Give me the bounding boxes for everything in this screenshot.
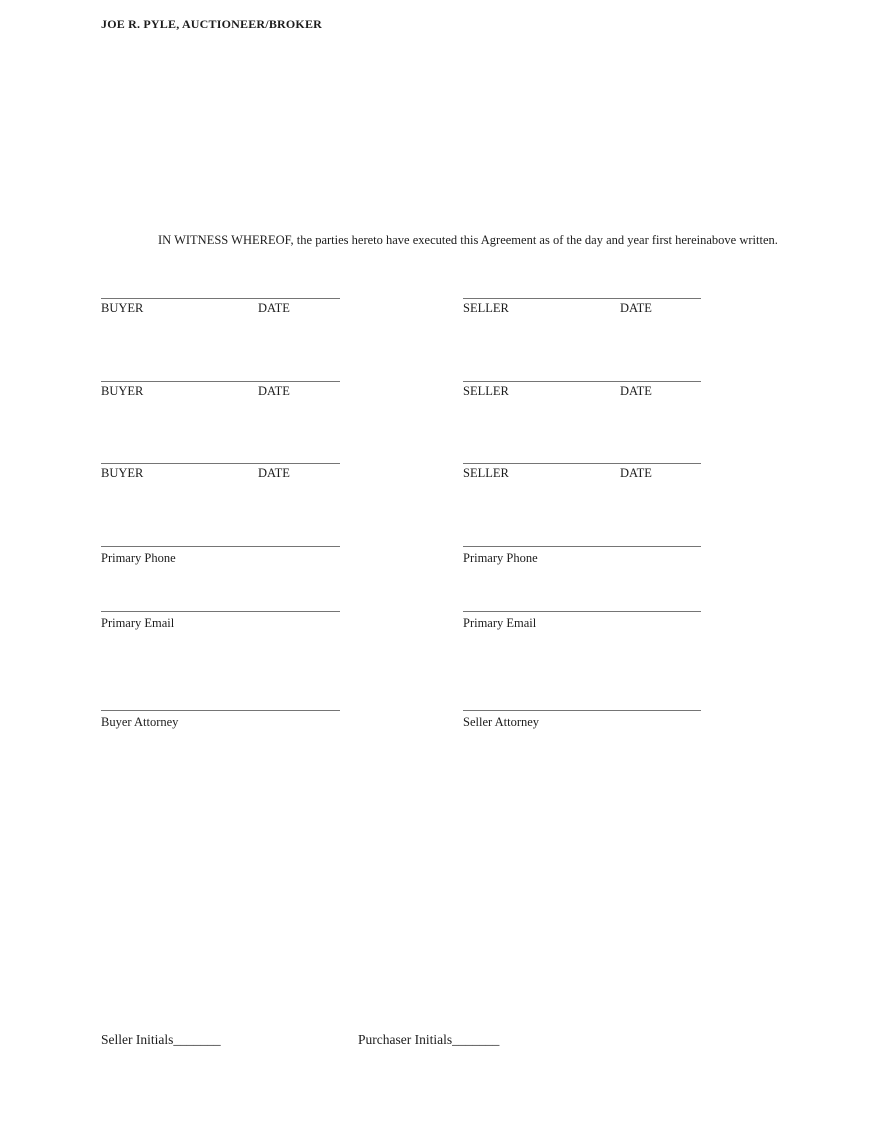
seller-email-line [463, 611, 701, 612]
purchaser-initials [358, 1031, 499, 1048]
primary-phone-label: Primary Phone [463, 551, 538, 565]
seller-phone-line [463, 546, 701, 547]
buyer-attorney-block [101, 710, 340, 730]
purchaser-initials-label: Purchaser Initials [358, 1032, 453, 1047]
document-header: JOE R. PYLE, AUCTIONEER/BROKER [101, 17, 323, 31]
buyer-signature-block-3 [101, 463, 340, 481]
witness-clause-paragraph: IN WITNESS WHEREOF, the parties hereto have executed this Agreement as of the day and year first hereinabove written. [158, 232, 778, 247]
buyer-email-block [101, 611, 340, 631]
buyer-label: BUYER [101, 301, 144, 315]
date-label: DATE [258, 301, 290, 315]
seller-attorney-label: Seller Attorney [463, 715, 540, 729]
seller-signature-line-1 [463, 298, 701, 299]
buyer-attorney-label: Buyer Attorney [101, 715, 179, 729]
primary-email-label: Primary Email [101, 616, 175, 630]
date-label: DATE [620, 466, 652, 480]
buyer-signature-line-3 [101, 463, 340, 464]
date-label: DATE [258, 466, 290, 480]
buyer-signature-block-2 [101, 381, 340, 399]
seller-initials-blank-line: _______ [173, 1032, 221, 1047]
buyer-signature-line-1 [101, 298, 340, 299]
date-label: DATE [620, 301, 652, 315]
seller-initials-label: Seller Initials [101, 1032, 174, 1047]
primary-email-label: Primary Email [463, 616, 537, 630]
seller-attorney-block [463, 710, 701, 730]
seller-initials [101, 1031, 221, 1048]
buyer-label: BUYER [101, 384, 144, 398]
date-label: DATE [620, 384, 652, 398]
buyer-phone-line [101, 546, 340, 547]
seller-phone-block [463, 546, 701, 566]
seller-signature-block-2 [463, 381, 701, 399]
seller-label: SELLER [463, 466, 509, 480]
buyer-email-line [101, 611, 340, 612]
buyer-attorney-line [101, 710, 340, 711]
seller-label: SELLER [463, 301, 509, 315]
buyer-signature-line-2 [101, 381, 340, 382]
buyer-label: BUYER [101, 466, 144, 480]
seller-signature-block-1 [463, 298, 701, 316]
seller-label: SELLER [463, 384, 509, 398]
seller-attorney-line [463, 710, 701, 711]
primary-phone-label: Primary Phone [101, 551, 176, 565]
seller-signature-line-3 [463, 463, 701, 464]
seller-email-block [463, 611, 701, 631]
purchaser-initials-blank-line: _______ [452, 1032, 500, 1047]
buyer-signature-block-1 [101, 298, 340, 316]
date-label: DATE [258, 384, 290, 398]
seller-signature-block-3 [463, 463, 701, 481]
seller-signature-line-2 [463, 381, 701, 382]
buyer-phone-block [101, 546, 340, 566]
